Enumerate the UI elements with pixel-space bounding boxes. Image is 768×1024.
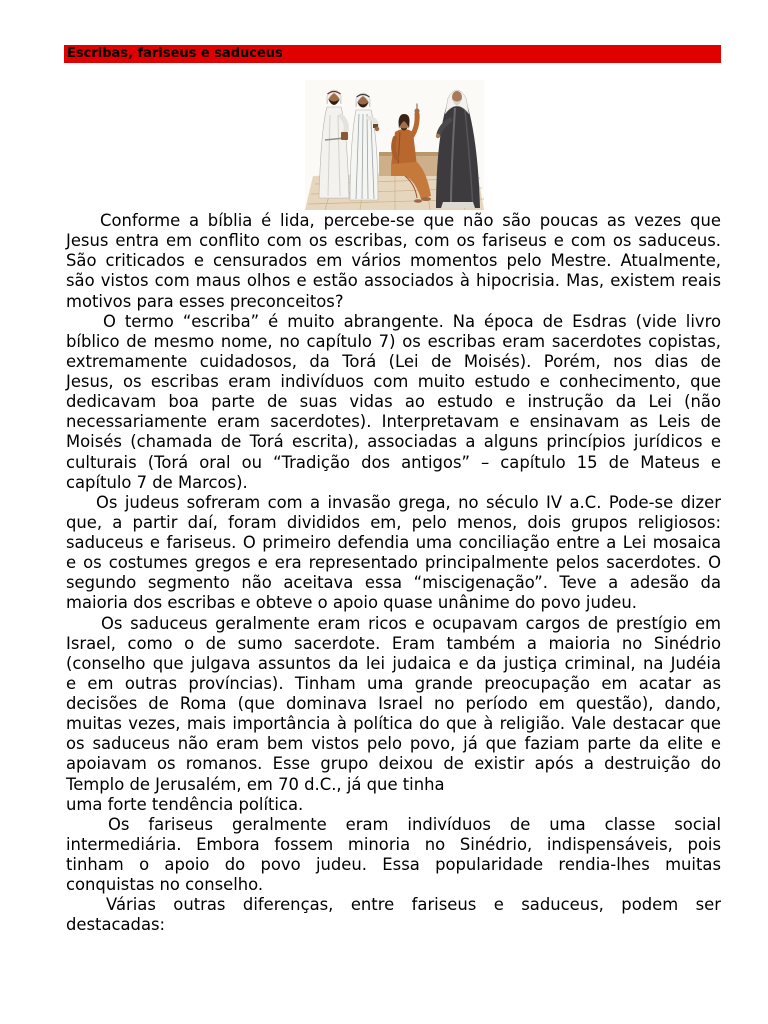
document-title: Escribas, fariseus e saduceus (67, 46, 283, 61)
text-line: Várias outras diferenças, entre fariseus e saduceus, podem ser (106, 895, 721, 915)
text-line: destacadas: (66, 915, 166, 935)
text-line: uma forte tendência política. (66, 794, 304, 814)
text-line: Os judeus sofreram com a invasão grega, no século IV a.C. Pode-se dizer (96, 492, 721, 512)
text-line: Jesus, os escribas eram indivíduos com muito estudo e conhecimento, que (66, 372, 721, 391)
text-line: necessariamente eram sacerdotes). Interpretavam e ensinavam as Leis de (66, 412, 721, 432)
text-line: motivos para esses preconceitos? (66, 291, 344, 311)
text-line: e em outras províncias). Tinham uma grande preocupação em acatar as (66, 673, 721, 693)
text-line: os saduceus não eram bem vistos pelo povo, já que faziam parte da elite e (66, 734, 721, 754)
paragraph (66, 211, 721, 312)
text-line: culturais (Torá oral ou “Tradição dos antigos” – capítulo 15 de Mateus e (66, 452, 721, 472)
text-line: capítulo 7 de Marcos). (66, 472, 248, 492)
text-line: Os fariseus geralmente eram indivíduos de uma classe social (108, 814, 721, 834)
text-line: intermediária. Embora fossem minoria no Sinédrio, indispensáveis, pois (66, 834, 721, 854)
document-body (66, 211, 721, 936)
text-line: conquistas no conselho. (66, 875, 264, 895)
paragraph (66, 312, 721, 493)
text-line: Israel, como o de sumo sacerdote. Eram também a maioria no Sinédrio (66, 633, 721, 653)
text-line: tinham o apoio do povo judeu. Essa popularidade rendia-lhes muitas (66, 855, 721, 874)
text-line: dedicavam boa parte de suas vidas ao estudo e instrução da Lei (não (66, 392, 721, 412)
paragraph (66, 493, 721, 614)
text-line: Os saduceus geralmente eram ricos e ocupavam cargos de prestígio em (101, 613, 721, 633)
text-line: muitas vezes, mais importância à política do que à religião. Vale destacar que (66, 714, 721, 734)
title-bar (64, 45, 721, 63)
text-line: maioria dos escribas e obteve o apoio quase unânime do povo judeu. (66, 593, 637, 613)
text-line: Jesus entra em conflito com os escribas, com os fariseus e com os saduceus. (66, 231, 721, 251)
text-line: São criticados e censurados em vários momentos pelo Mestre. Atualmente, (66, 251, 721, 271)
text-line: apoiavam os romanos. Esse grupo deixou de existir após a destruição do (66, 754, 721, 774)
text-line: Conforme a bíblia é lida, percebe-se que não são poucas as vezes que (100, 211, 721, 230)
text-line: Moisés (chamada de Torá escrita), associadas a alguns princípios jurídicos e (66, 432, 721, 452)
text-line: saduceus e fariseus. O primeiro defendia uma conciliação entre a Lei mosaica (66, 533, 721, 552)
text-line: (conselho que julgava assuntos da lei judaica e da justiça criminal, na Judéia (66, 653, 721, 673)
paragraph (66, 614, 721, 815)
text-line: que, a partir daí, foram divididos em, pelo menos, dois grupos religiosos: (66, 512, 721, 532)
text-line: extremamente cuidadosos, da Torá (Lei de Moisés). Porém, nos dias de (66, 351, 721, 371)
text-line: O termo “escriba” é muito abrangente. Na época de Esdras (vide livro (103, 311, 721, 331)
paragraph (66, 895, 721, 935)
text-line: bíblico de mesmo nome, no capítulo 7) os escribas eram sacerdotes copistas, (66, 331, 721, 351)
paragraph (66, 815, 721, 896)
text-line: segundo segmento não aceitava essa “miscigenação”. Teve a adesão da (66, 573, 721, 593)
text-line: Templo de Jerusalém, em 70 d.C., já que tinha (66, 774, 445, 794)
text-line: e os costumes gregos e era representado principalmente pelos sacerdotes. O (66, 553, 721, 573)
illustration-image (305, 80, 484, 210)
text-line: decisões de Roma (que dominava Israel no período em questão), dando, (66, 694, 721, 713)
text-line: são vistos com maus olhos e estão associados à hipocrisia. Mas, existem reais (66, 271, 721, 291)
